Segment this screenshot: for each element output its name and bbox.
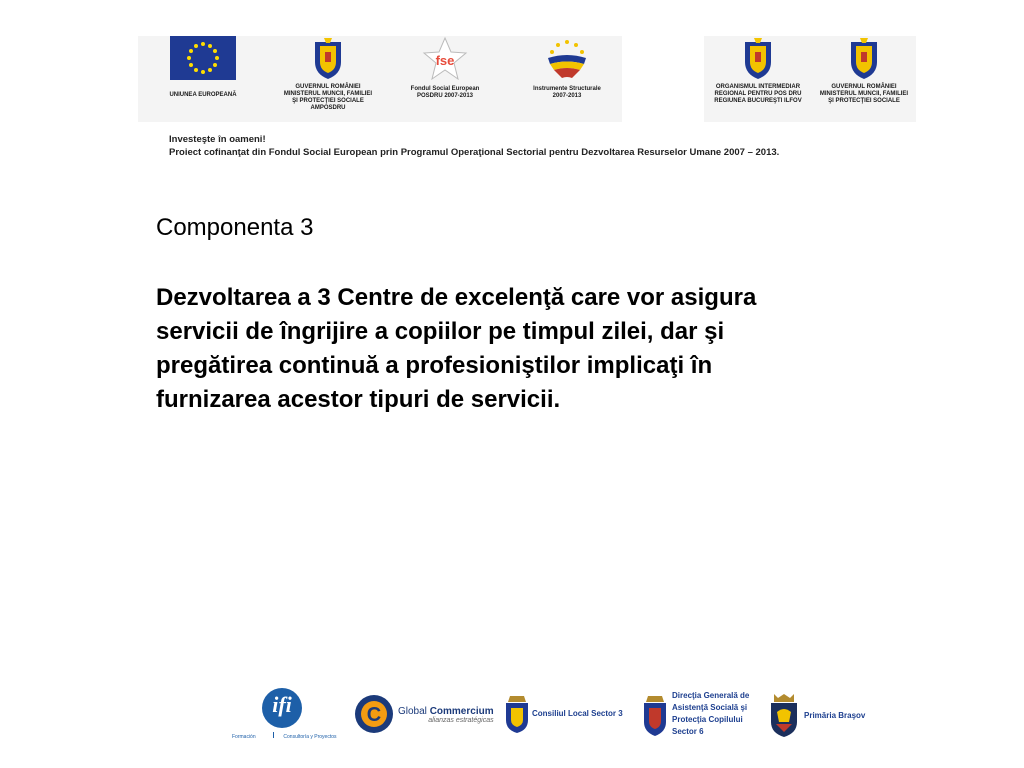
invest-slogan: Investeşte în oameni! (169, 134, 266, 145)
instr-line-2: 2007-2013 (552, 93, 582, 99)
dgas-line-3: Protecţia Copilului (672, 715, 743, 724)
dgas-line-1: Direcţia Generală de (672, 691, 750, 700)
svg-text:fse: fse (435, 53, 455, 68)
invest-cofinance: Proiect cofinanţat din Fondul Social European prin Programul Operaţional Sectorial pentru Dezvoltarea Resurselor Umane 2007 – 2013. (169, 147, 780, 158)
gov1-line-4: AMPOSDRU (310, 105, 346, 111)
dgas-line-2: Asistenţă Socială şi (672, 703, 748, 712)
description-line-2: servicii de îngrijire a copiilor pe timpul zilei, dar şi (156, 318, 725, 345)
oi-line-2: REGIONAL PENTRU POS DRU (714, 91, 802, 97)
gov-logo-2 (812, 36, 916, 105)
gov2-line-3: ŞI PROTECŢIEI SOCIALE (828, 98, 900, 104)
fse-star-icon (421, 36, 469, 82)
gov1-line-2: MINISTERUL MUNCII, FAMILIEI (283, 91, 373, 97)
primaria-brasov-logo (768, 692, 888, 740)
gc-name-bold: Commercium (429, 706, 494, 717)
eu-flag-icon (170, 36, 236, 80)
gc-name (398, 706, 494, 717)
gc-name-light: Global (398, 706, 427, 717)
cls3-label: Consiliul Local Sector 3 (532, 709, 623, 718)
ifi-sub-1: Formación (232, 734, 256, 740)
oi-line-3: REGIUNEA BUCUREŞTI ILFOV (714, 98, 802, 104)
partner-logos (228, 688, 888, 744)
sponsor-banner (138, 36, 916, 124)
romania-coat-of-arms-icon (847, 36, 881, 80)
invest-statement (169, 133, 779, 159)
romania-coat-of-arms-icon (741, 36, 775, 80)
structural-instruments-icon (542, 36, 592, 82)
gov-logo-1 (268, 36, 388, 112)
description-line-1: Dezvoltarea a 3 Centre de excelenţă care vor asigura (156, 284, 757, 311)
fse-logo (400, 36, 490, 100)
consiliul-local-logo (504, 694, 634, 736)
pb-label: Primăria Braşov (804, 711, 866, 720)
gc-subtitle: alianzas estratégicas (428, 717, 494, 724)
dgas-line-4: Sector 6 (672, 727, 704, 736)
romania-coat-of-arms-icon (311, 36, 345, 80)
global-commercium-logo (354, 694, 492, 734)
ifi-logo (232, 688, 337, 740)
dgas-text (672, 690, 749, 738)
sector6-crest-icon (642, 694, 668, 738)
fse-line-1: Fondul Social European (410, 86, 480, 92)
ifi-subtitle (232, 732, 337, 740)
gov2-line-2: MINISTERUL MUNCII, FAMILIEI (819, 91, 909, 97)
gov2-line-1: GUVERNUL ROMÂNIEI (831, 84, 897, 90)
description-line-4: furnizarea acestor tipuri de servicii. (156, 386, 561, 413)
component-description (156, 281, 886, 417)
instrumente-logo (522, 36, 612, 100)
ifi-circle-icon (262, 688, 302, 728)
gov1-line-3: ŞI PROTECŢIEI SOCIALE (292, 98, 364, 104)
fse-line-2: POSDRU 2007-2013 (416, 93, 474, 99)
oi-line-1: ORGANISMUL INTERMEDIAR (715, 84, 801, 90)
eu-logo (148, 36, 258, 99)
dgas-logo (642, 690, 766, 744)
gc-letter: C (366, 704, 382, 726)
brasov-crest-icon (768, 692, 800, 738)
instr-line-1: Instrumente Structurale (533, 86, 601, 92)
eu-label: UNIUNEA EUROPEANĂ (169, 92, 237, 98)
description-line-3: pregătirea continuă a profesioniştilor implicaţi în (156, 352, 713, 379)
sector3-crest-icon (504, 694, 530, 734)
gov1-line-1: GUVERNUL ROMÂNIEI (295, 84, 361, 90)
global-commercium-emblem-icon (354, 694, 394, 734)
component-title: Componenta 3 (156, 214, 314, 241)
ifi-sub-2: Consultoría y Proyectos (283, 734, 337, 740)
oi-logo (706, 36, 810, 105)
ifi-mark: ifi (272, 692, 292, 717)
